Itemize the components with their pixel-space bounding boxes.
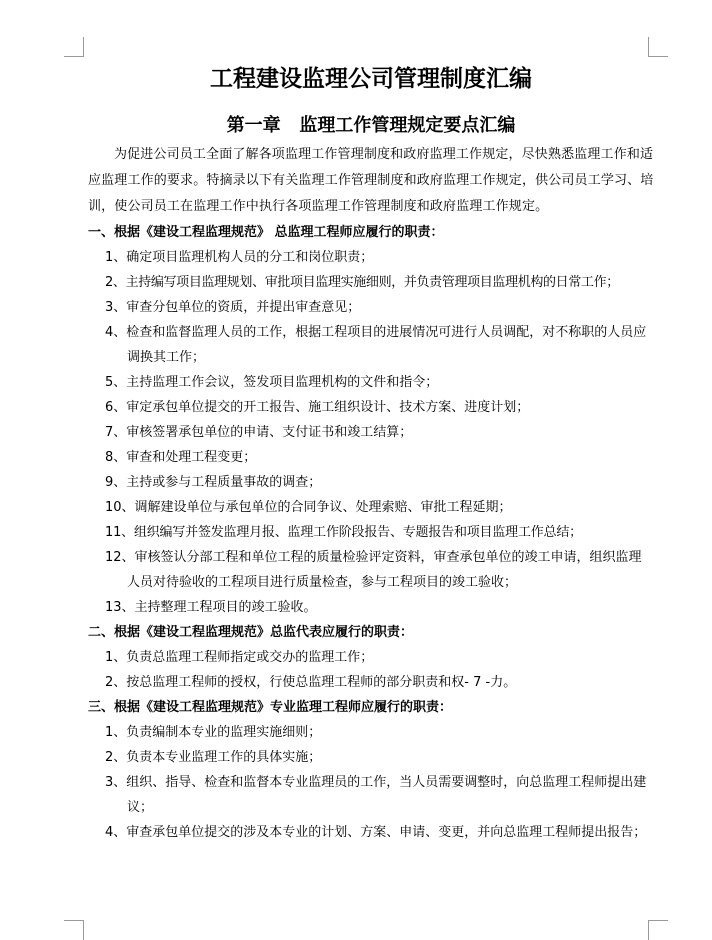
list-item: 4、审查承包单位提交的涉及本专业的计划、方案、申请、变更，并向总监理工程师提出报告；	[105, 825, 647, 840]
list-item: 1、负责总监理工程师指定或交办的监理工作；	[105, 650, 374, 665]
list-item: 2、主持编写项目监理规划、审批项目监理实施细则，并负责管理项目监理机构的日常工作；	[105, 275, 619, 290]
list-item: 9、主持或参与工程质量事故的调查；	[105, 475, 322, 490]
list-item: 13、主持整理工程项目的竣工验收。	[105, 600, 317, 615]
crop-mark-bottom-right	[648, 920, 668, 940]
crop-mark-top-left	[64, 37, 84, 57]
list-item: 3、组织、指导、检查和监督本专业监理员的工作，当人员需要调整时，向总监理工程师提出建议；	[105, 775, 647, 815]
list-item: 4、检查和监督监理人员的工作，根据工程项目的进展情况可进行人员调配，对不称职的人员应调换其工作；	[105, 325, 647, 365]
list-item: 12、审核签认分部工程和单位工程的质量检验评定资料，审查承包单位的竣工申请，组织监理人员对待验收的工程项目进行质量检查，参与工程项目的竣工验收；	[105, 550, 642, 590]
list-item: 11、组织编写并签发监理月报、监理工作阶段报告、专题报告和项目监理工作总结；	[105, 525, 582, 540]
crop-mark-top-right	[648, 37, 668, 57]
intro-paragraph: 为促进公司员工全面了解各项监理工作管理制度和政府监理工作规定，尽快熟悉监理工作和适应监理工作的要求。特摘录以下有关监理工作管理制度和政府监理工作规定，供公司员工学习、培训，使公司员工在监理工作中执行各项监理工作管理制度和政府监理工作规定。	[88, 147, 654, 214]
list-item: 3、审查分包单位的资质，并提出审查意见；	[105, 300, 361, 315]
list-item: 7、审核签署承包单位的申请、支付证书和竣工结算；	[105, 425, 413, 440]
document-body	[88, 62, 654, 845]
list-item: 1、负责编制本专业的监理实施细则；	[105, 725, 322, 740]
list-item: 10、调解建设单位与承包单位的合同争议、处理索赔、审批工程延期；	[105, 500, 512, 515]
section-heading: 二、根据《建设工程监理规范》总监代表应履行的职责：	[88, 625, 414, 640]
section-chief-engineer-duties	[88, 220, 654, 620]
section-heading: 一、根据《建设工程监理规范》 总监理工程师应履行的职责：	[88, 225, 444, 240]
section-specialty-engineer-duties	[88, 695, 654, 845]
list-item: 2、按总监理工程师的授权，行使总监理工程师的部分职责和权- 7 -力。	[105, 675, 517, 690]
document-title: 工程建设监理公司管理制度汇编	[210, 65, 532, 92]
section-chief-representative-duties	[88, 620, 654, 695]
list-item: 8、审查和处理工程变更；	[105, 450, 257, 465]
list-item: 6、审定承包单位提交的开工报告、施工组织设计、技术方案、进度计划；	[105, 400, 530, 415]
list-item: 5、主持监理工作会议，签发项目监理机构的文件和指令；	[105, 375, 439, 390]
section-heading: 三、根据《建设工程监理规范》专业监理工程师应履行的职责：	[88, 700, 453, 715]
chapter-title: 第一章 监理工作管理规定要点汇编	[226, 115, 516, 136]
list-item: 2、负责本专业监理工作的具体实施；	[105, 750, 322, 765]
crop-mark-bottom-left	[64, 920, 84, 940]
list-item: 1、确定项目监理机构人员的分工和岗位职责；	[105, 250, 374, 265]
